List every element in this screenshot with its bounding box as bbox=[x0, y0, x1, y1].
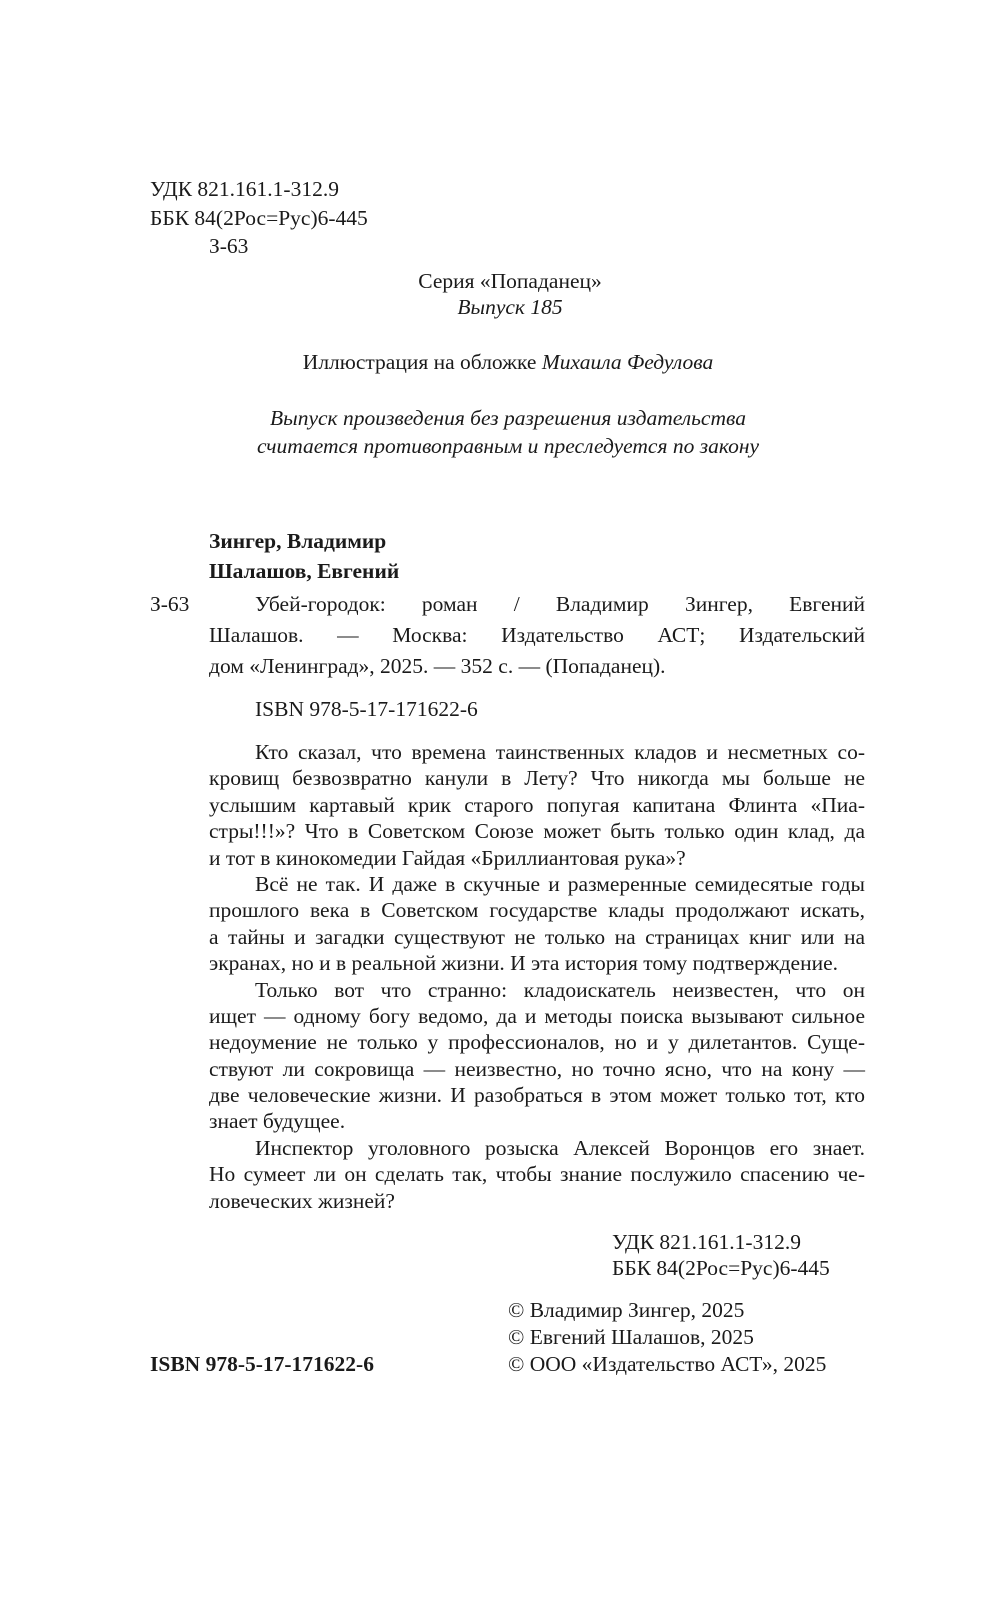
warning-line-2: считается противоправным и преследуется по закону bbox=[256, 434, 760, 458]
copyright-1: © Владимир Зингер, 2025 bbox=[508, 1298, 745, 1322]
entry-line: Шалашов. — Москва: Издательство АСТ; Издательский bbox=[209, 623, 865, 647]
footer-bbk: ББК 84(2Рос=Рус)6-445 bbox=[612, 1256, 830, 1280]
series-name: Серия «Попаданец» bbox=[418, 269, 602, 293]
copyright-3: © ООО «Издательство АСТ», 2025 bbox=[508, 1352, 827, 1376]
series-issue: Выпуск 185 bbox=[457, 295, 563, 319]
entry-mark: З-63 bbox=[150, 592, 190, 616]
illustration-credit bbox=[150, 349, 866, 375]
annotation-line: знает будущее. bbox=[209, 1109, 346, 1134]
bbk-code: ББК 84(2Рос=Рус)6-445 bbox=[150, 206, 368, 230]
illustration-prefix: Иллюстрация на обложке bbox=[302, 350, 542, 374]
annotation-line: а тайны и загадки существуют не только на страницах книг или на bbox=[209, 924, 865, 949]
annotation-line: ствуют ли сокровища — неизвестно, но точно ясно, что на кону — bbox=[209, 1056, 865, 1081]
annotation-line: прошлого века в Советском государстве клады продолжают искать, bbox=[209, 898, 865, 923]
udk-code: УДК 821.161.1-312.9 bbox=[150, 177, 339, 201]
bibliographic-entry bbox=[209, 589, 865, 682]
annotation-line: ловеческих жизней? bbox=[209, 1188, 395, 1213]
annotation-line: Всё не так. И даже в скучные и размеренные семидесятые годы bbox=[255, 871, 865, 896]
annotation-line: недоумение не только у профессионалов, но и у дилетантов. Суще- bbox=[209, 1030, 865, 1055]
author-1: Зингер, Владимир bbox=[209, 529, 387, 553]
annotation-line: Только вот что странно: кладоискатель неизвестен, что он bbox=[255, 977, 865, 1002]
entry-isbn: ISBN 978-5-17-171622-6 bbox=[255, 697, 478, 721]
annotation-line: две человеческие жизни. И разобраться в этом может только тот, кто bbox=[209, 1083, 865, 1108]
annotation-line: и тот в кинокомедии Гайдая «Бриллиантовая рука»? bbox=[209, 845, 686, 870]
annotation-line: услышим картавый крик старого попугая капитана Флинта «Пиа- bbox=[209, 792, 865, 817]
annotation bbox=[209, 739, 865, 1214]
author-2: Шалашов, Евгений bbox=[209, 559, 400, 583]
annotation-line: Инспектор уголовного розыска Алексей Воронцов его знает. bbox=[255, 1135, 865, 1160]
illustration-artist: Михаила Федулова bbox=[541, 350, 714, 374]
footer-udk: УДК 821.161.1-312.9 bbox=[612, 1230, 801, 1254]
warning-line-1: Выпуск произведения без разрешения издательства bbox=[270, 406, 746, 430]
footer-isbn: ISBN 978-5-17-171622-6 bbox=[150, 1352, 374, 1376]
annotation-line: Кто сказал, что времена таинственных кладов и несметных со- bbox=[255, 740, 865, 764]
annotation-line: Но сумеет ли он сделать так, чтобы знание послужило спасению че- bbox=[209, 1162, 865, 1187]
entry-line: дом «Ленинград», 2025. — 352 с. — (Попаданец). bbox=[209, 654, 666, 678]
copyright-2: © Евгений Шалашов, 2025 bbox=[508, 1325, 754, 1349]
annotation-line: экранах, но и в реальной жизни. И эта история тому подтверждение. bbox=[209, 951, 839, 976]
annotation-line: ищет — одному богу ведомо, да и методы поиска вызывают сильное bbox=[209, 1003, 865, 1028]
author-mark: З-63 bbox=[209, 234, 249, 258]
annotation-line: стры!!!»? Что в Советском Союзе может быть только один клад, да bbox=[209, 819, 865, 844]
annotation-line: кровищ безвозвратно канули в Лету? Что никогда мы больше не bbox=[209, 766, 865, 791]
entry-line: Убей-городок: роман / Владимир Зингер, Евгений bbox=[255, 592, 865, 616]
